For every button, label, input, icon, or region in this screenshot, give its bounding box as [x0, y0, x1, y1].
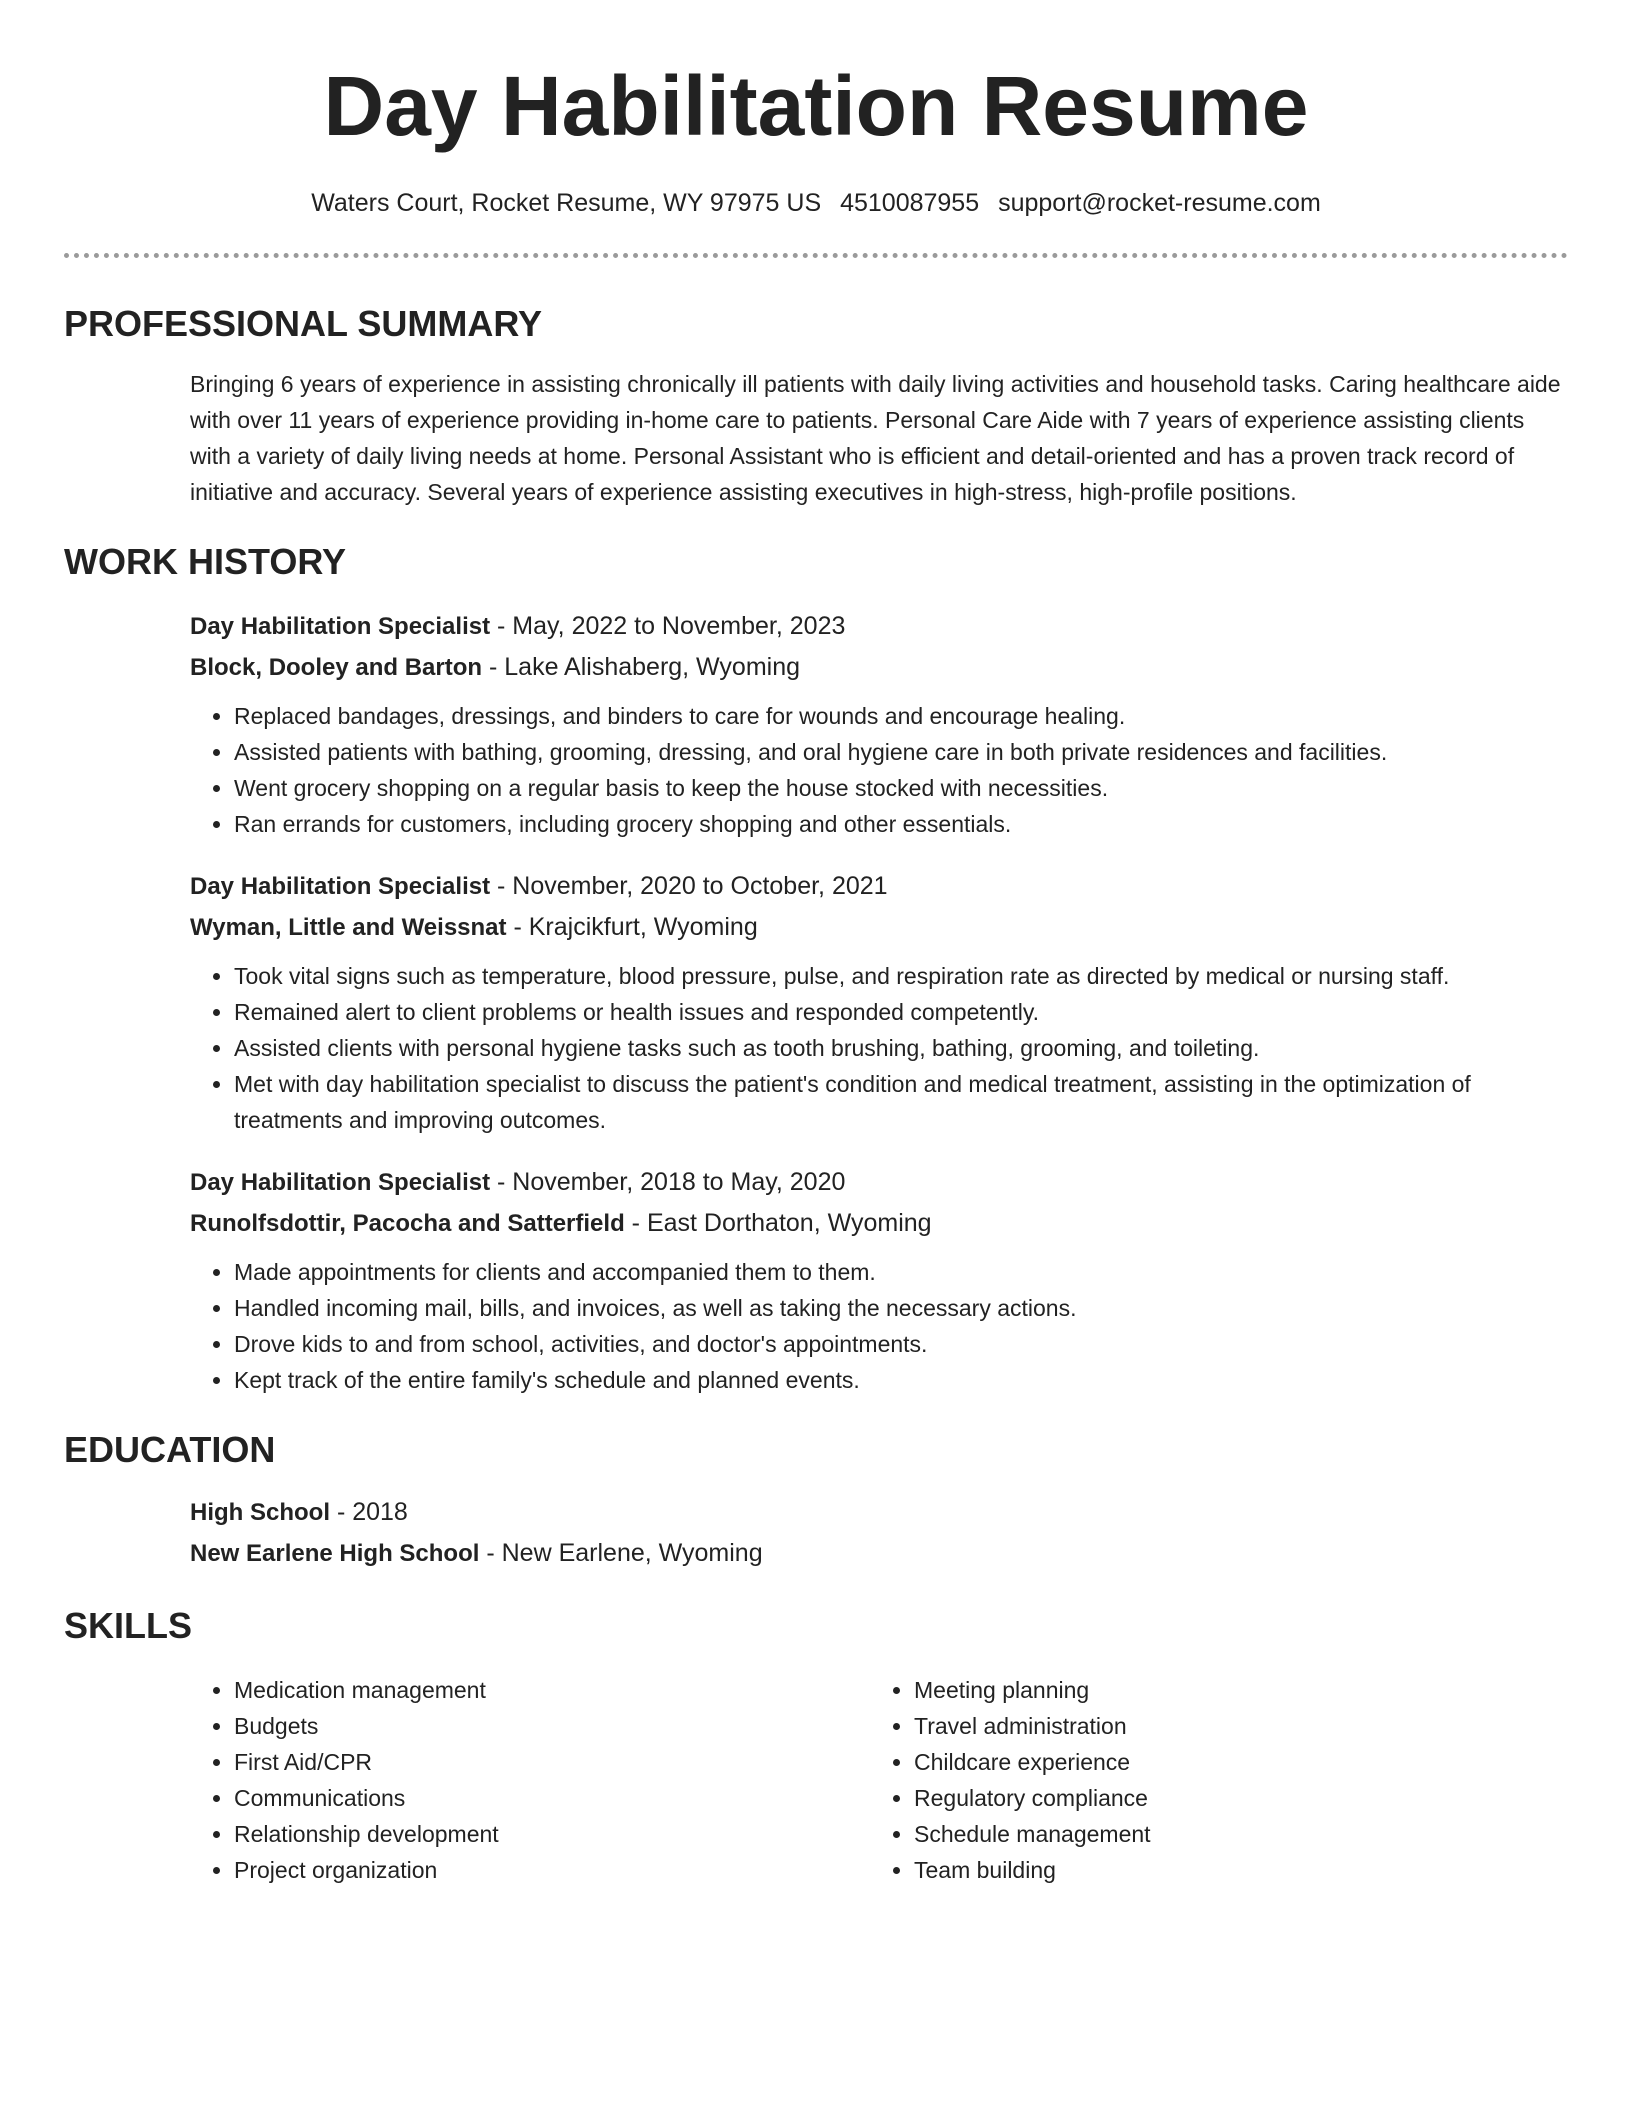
job-bullet: • Took vital signs such as temperature, blood pressure, pulse, and respiration rate as directed by medical or nursing staff.	[234, 958, 1568, 994]
job-location: - East Dorthaton, Wyoming	[624, 1209, 932, 1237]
job-role-line	[190, 606, 1568, 647]
job-bullets	[190, 958, 1568, 1138]
skills-column-right	[870, 1672, 1550, 1888]
job-company: Wyman, Little and Weissnat	[190, 914, 507, 941]
skill-item: • Childcare experience	[914, 1744, 1550, 1780]
skill-item: • Communications	[234, 1780, 870, 1816]
summary-text: Bringing 6 years of experience in assisting chronically ill patients with daily living activities and household tasks. Caring healthcare aide with over 11 years of experience providing in-home care to patients. Personal Care Aide with 7 years of experience assisting clients with a variety of daily living needs at home. Personal Assistant who is efficient and detail-oriented and has a proven track record of initiative and accuracy. Several years of experience assisting executives in high-stress, high-profile positions.	[190, 371, 1561, 505]
skill-item: • Meeting planning	[914, 1672, 1550, 1708]
education-entry	[190, 1492, 1568, 1574]
skill-item: • Project organization	[234, 1852, 870, 1888]
education-heading: EDUCATION	[64, 1429, 276, 1470]
education-year: - 2018	[330, 1498, 408, 1526]
skills-list-left	[190, 1672, 870, 1888]
job-bullet: • Remained alert to client problems or health issues and responded competently.	[234, 994, 1568, 1030]
job-bullet: • Replaced bandages, dressings, and binders to care for wounds and encourage healing.	[234, 698, 1568, 734]
job-bullet: • Assisted clients with personal hygiene tasks such as tooth brushing, bathing, grooming, and toileting.	[234, 1030, 1568, 1066]
contact-phone: 4510087955	[840, 189, 980, 217]
job-location: - Krajcikfurt, Wyoming	[506, 913, 758, 941]
skill-item: • Schedule management	[914, 1816, 1550, 1852]
job-company: Runolfsdottir, Pacocha and Satterfield	[190, 1210, 625, 1237]
education-school-line	[190, 1533, 1568, 1574]
job-entry	[190, 866, 1568, 1138]
job-company-line	[190, 1203, 1568, 1244]
job-role-line	[190, 1162, 1568, 1203]
skill-item: • Team building	[914, 1852, 1550, 1888]
job-bullet: • Kept track of the entire family's schedule and planned events.	[234, 1362, 1568, 1398]
education-degree-line	[190, 1492, 1568, 1533]
contact-line	[64, 186, 1568, 220]
skill-item: • First Aid/CPR	[234, 1744, 870, 1780]
contact-email: support@rocket-resume.com	[998, 189, 1321, 217]
education-location: - New Earlene, Wyoming	[479, 1539, 763, 1567]
job-company: Block, Dooley and Barton	[190, 654, 483, 681]
job-bullet: • Went grocery shopping on a regular basis to keep the house stocked with necessities.	[234, 770, 1568, 806]
job-bullet: • Met with day habilitation specialist to discuss the patient's condition and medical treatment, assisting in the optimization of treatments and improving outcomes.	[234, 1066, 1568, 1138]
skills-list-right	[870, 1672, 1550, 1888]
job-company-line	[190, 647, 1568, 688]
education-degree: High School	[190, 1499, 330, 1526]
resume-page	[64, 0, 1568, 1888]
job-role: Day Habilitation Specialist	[190, 873, 491, 900]
skill-item: • Budgets	[234, 1708, 870, 1744]
summary-heading: PROFESSIONAL SUMMARY	[64, 303, 543, 344]
job-dates: - May, 2022 to November, 2023	[490, 612, 846, 640]
work-history-heading: WORK HISTORY	[64, 541, 347, 582]
skill-item: • Relationship development	[234, 1816, 870, 1852]
job-dates: - November, 2018 to May, 2020	[490, 1168, 846, 1196]
job-bullets	[190, 1254, 1568, 1398]
skills-heading: SKILLS	[64, 1605, 193, 1646]
job-bullet: • Ran errands for customers, including grocery shopping and other essentials.	[234, 806, 1568, 842]
job-role: Day Habilitation Specialist	[190, 1169, 491, 1196]
job-entry	[190, 606, 1568, 842]
skill-item: • Medication management	[234, 1672, 870, 1708]
contact-address: Waters Court, Rocket Resume, WY 97975 US	[311, 189, 822, 217]
education-school: New Earlene High School	[190, 1540, 480, 1567]
job-entry	[190, 1162, 1568, 1398]
job-bullet: • Made appointments for clients and accompanied them to them.	[234, 1254, 1568, 1290]
skills-grid	[190, 1672, 1568, 1888]
job-bullet: • Assisted patients with bathing, grooming, dressing, and oral hygiene care in both private residences and facilities.	[234, 734, 1568, 770]
job-bullet: • Drove kids to and from school, activities, and doctor's appointments.	[234, 1326, 1568, 1362]
skill-item: • Travel administration	[914, 1708, 1550, 1744]
resume-title: Day Habilitation Resume	[323, 59, 1309, 153]
job-bullets	[190, 698, 1568, 842]
job-bullet: • Handled incoming mail, bills, and invoices, as well as taking the necessary actions.	[234, 1290, 1568, 1326]
job-role-line	[190, 866, 1568, 907]
skill-item: • Regulatory compliance	[914, 1780, 1550, 1816]
skills-column-left	[190, 1672, 870, 1888]
header-divider	[64, 253, 1568, 258]
job-company-line	[190, 907, 1568, 948]
job-role: Day Habilitation Specialist	[190, 613, 491, 640]
resume-header	[64, 0, 1568, 258]
job-dates: - November, 2020 to October, 2021	[490, 872, 888, 900]
job-location: - Lake Alishaberg, Wyoming	[482, 653, 801, 681]
